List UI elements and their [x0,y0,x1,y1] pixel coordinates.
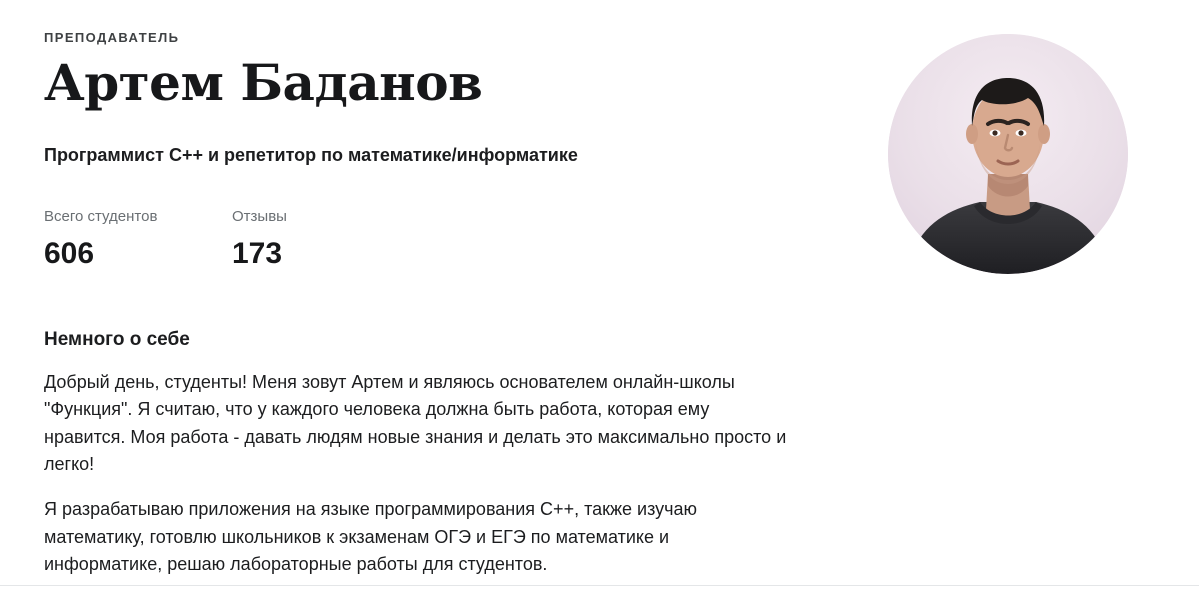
stat-label: Всего студентов [44,207,158,225]
about-section-title: Немного о себе [44,328,190,350]
stats-row [44,208,844,270]
stat-total-students [44,208,208,270]
about-section-body [44,369,792,579]
role-eyebrow: ПРЕПОДАВАТЕЛЬ [44,30,180,45]
stat-value: 606 [44,236,95,270]
about-paragraph: Добрый день, студенты! Меня зовут Артем и являюсь основателем онлайн-школы "Функция". Я считаю, что у каждого человека должна быть работа, которая ему нравится. Моя работа - давать людям новые знания и делать это максимально просто и легко! [44,371,787,474]
avatar [888,34,1128,274]
page-title: Артем Баданов [44,53,483,112]
footer-divider [0,585,1199,586]
stat-value: 173 [232,236,283,270]
profile-content [44,0,844,578]
about-paragraph: Я разрабатываю приложения на языке программирования C++, также изучаю математику, готовлю школьников к экзаменам ОГЭ и ЕГЭ по математике и информатике, решаю лабораторные работы для студентов. [44,499,698,575]
stat-reviews [232,208,287,270]
instructor-headline: Программист C++ и репетитор по математике/информатике [44,144,578,165]
stat-label: Отзывы [232,207,287,225]
avatar-photo [888,34,1128,274]
